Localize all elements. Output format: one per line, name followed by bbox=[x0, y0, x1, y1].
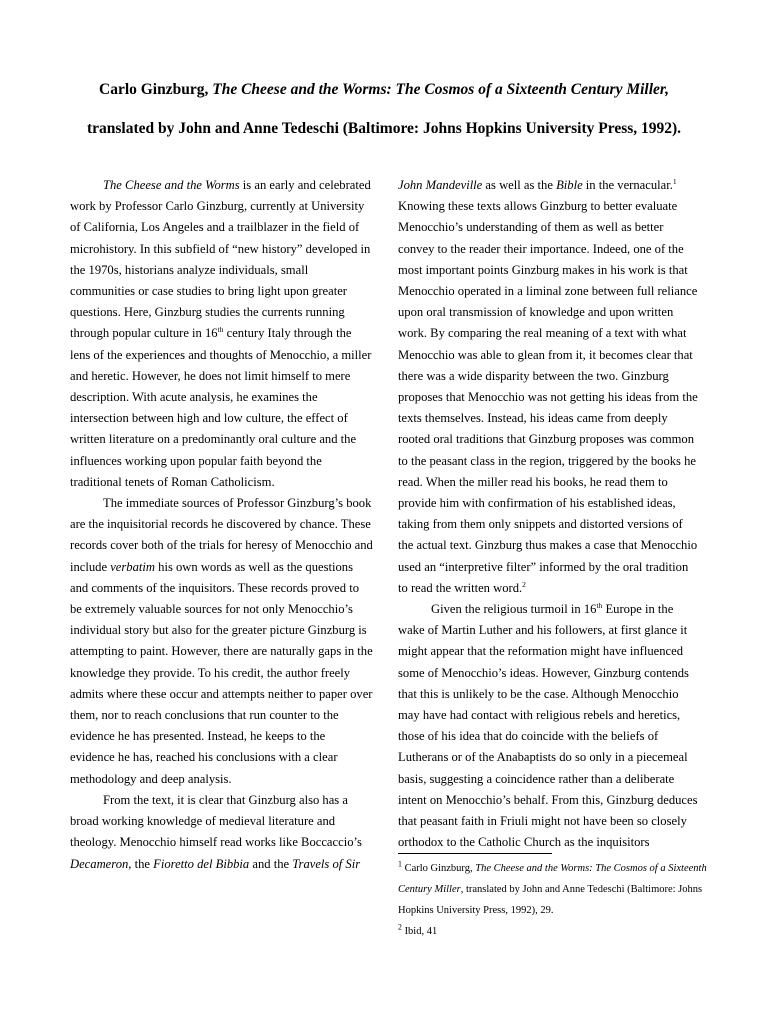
footnotes bbox=[398, 858, 710, 942]
left-column bbox=[70, 175, 373, 875]
italic-title: John Mandeville bbox=[398, 178, 483, 192]
footnote-mark: 2 bbox=[398, 922, 402, 932]
italic-title: Decameron bbox=[70, 856, 129, 871]
paragraph: The Cheese and the Worms is an early and celebrated work by Professor Carlo Ginzburg, currently at University of California, Los Angeles and a trailblazer in the field of microhistory. In this subfield of “new history” developed in the 1970s, historians analyze individuals, small communities or case studies to bring light upon greater questions. Here, Ginzburg studies the currents running through popular culture in 16th century Italy through the lens of the experiences and thoughts of Menocchio, a miller and heretic. However, he does not limit himself to mere description. With acute analysis, he examines the intersection between high and low culture, the effect of written literature on a predominantly oral culture and the influences working upon popular faith beyond the traditional tenets of Roman Catholicism. bbox=[70, 178, 372, 489]
paragraph: The immediate sources of Professor Ginzburg’s book are the inquisitorial records he discovered by chance. These records cover both of the trials for heresy of Menocchio and include verbatim his own words as well as the questions and comments of the inquisitors. These records proved to be extremely valuable sources for not only Menocchio’s individual story but also for the greater picture Ginzburg is attempting to paint. However, there are naturally gaps in the knowledge they provide. To his credit, the author freely admits where these occur and attempts neither to paper over them, nor to reach conclusions that run counter to the evidence he has presented. Instead, he keeps to the evidence he has, reached his conclusions with a clear methodology and deep analysis. bbox=[70, 496, 373, 786]
superscript: th bbox=[217, 325, 224, 335]
footnote-2: $^2$ Ibid, 41 bbox=[398, 922, 438, 937]
superscript: th bbox=[596, 600, 603, 610]
paragraph: Given the religious turmoil in 16th Europe in the wake of Martin Luther and his followers, at first glance it might appear that the reformation might have influenced some of Menocchio’s ideas. However, Ginzburg contends that this is unlikely to be the case. Although Menocchio may have had contact with religious rebels and heretics, those of his idea that do coincide with the beliefs of Lutherans or of the Anabaptists do so only in a piecemeal basis, suggesting a coincidence rather than a deliberate intent on Menocchio’s behalf. From this, Ginzburg deduces that peasant faith in Friuli might not have been so closely orthodox to the Catholic Church as the inquisitors bbox=[398, 600, 698, 850]
italic-title: Fioretto del Bibbia bbox=[153, 856, 250, 871]
heading-book-title: The Cheese and the Worms: The Cosmos of a Sixteenth Century Miller, bbox=[212, 81, 669, 98]
italic-title: Bible bbox=[556, 178, 583, 192]
footnote-mark: 1 bbox=[398, 859, 402, 869]
book-title-italic: The Cheese and the Worms bbox=[103, 178, 240, 192]
footnote-separator bbox=[398, 853, 552, 854]
footnote-1: $^1$ Carlo Ginzburg, The Cheese and the Worms: The Cosmos of a Sixteenth Century Miller, translated by John and Anne Tedeschi (Baltimore: Johns Hopkins University Press, 1992), 29. bbox=[398, 859, 707, 916]
footnote-ref-1[interactable]: 1 bbox=[672, 176, 677, 186]
footnote-ref-2[interactable]: 2 bbox=[522, 579, 526, 589]
italic-title: The Cheese and the Worms: The Cosmos of a Sixteenth Century Miller bbox=[398, 863, 707, 895]
right-column bbox=[398, 175, 701, 854]
citation-heading-line-1 bbox=[40, 80, 728, 100]
paragraph: From the text, it is clear that Ginzburg also has a broad working knowledge of medieval literature and theology. Menocchio himself read works like Boccaccio’s Decameron, the Fioretto del Bibbia and the Travels of Sir bbox=[70, 792, 362, 871]
paragraph-continued: John Mandeville as well as the Bible in the vernacular.$^1$ Knowing these texts allows Ginzburg to better evaluate Menocchio’s understanding of them as well as better convey to the reader their importance. Indeed, one of the most important points Ginzburg makes in his work is that Menocchio operated in a liminal zone between full reliance upon oral transmission of knowledge and upon written work. By comparing the real meaning of a text with what Menocchio was able to glean from it, it becomes clear that there was a wide disparity between the two. Ginzburg proposes that Menocchio was not getting his ideas from the texts themselves. Instead, his ideas came from deeply rooted oral traditions that Ginzburg proposes was common to the peasant class in the region, triggered by the books he read. When the miller read his books, he read them to provide him with confirmation of his established ideas, taking from them only snippets and distorted versions of the actual text. Ginzburg thus makes a case that Menocchio used an “interpretive filter” informed by the oral tradition to read the written word.$^2$ bbox=[398, 176, 698, 595]
italic-title: Travels of Sir bbox=[292, 856, 361, 871]
heading-author: Carlo Ginzburg, bbox=[99, 81, 213, 98]
italic-term: verbatim bbox=[110, 559, 155, 574]
citation-heading-line-2: translated by John and Anne Tedeschi (Baltimore: Johns Hopkins University Press, 1992). bbox=[86, 120, 682, 137]
